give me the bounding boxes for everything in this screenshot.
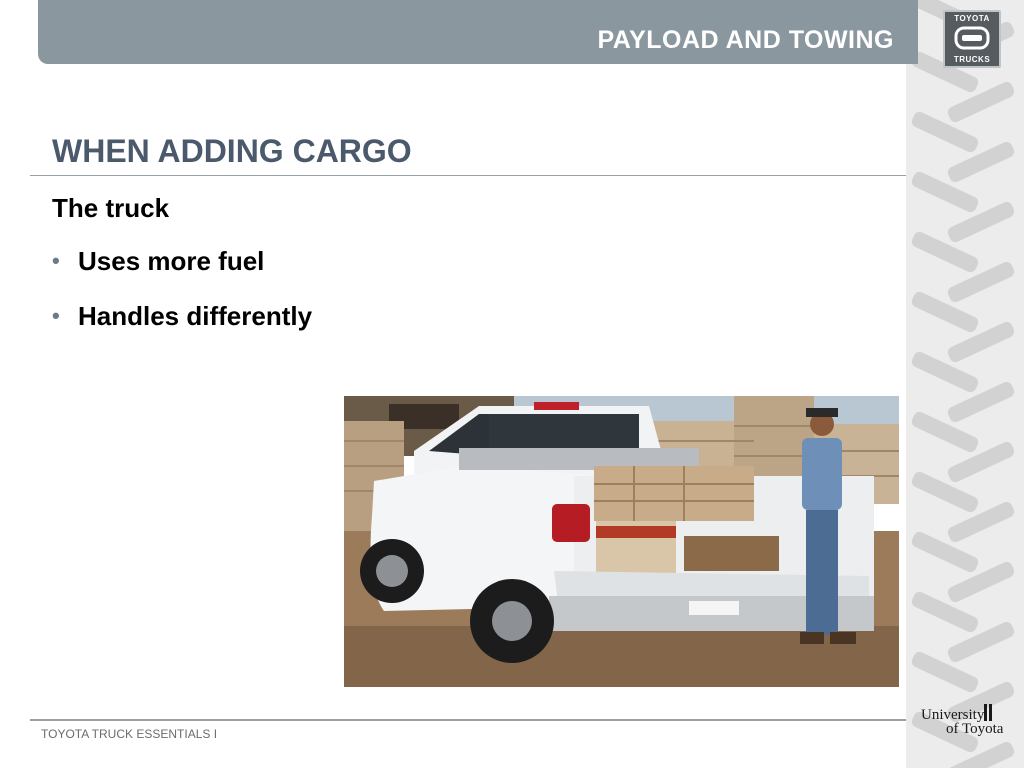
tread-lug — [910, 470, 980, 514]
footer-divider — [30, 719, 906, 721]
brand-line-1: University — [921, 707, 985, 723]
tread-lug — [910, 230, 980, 274]
logo-bottom-text: TRUCKS — [953, 55, 991, 64]
tread-lug — [910, 650, 980, 694]
bullet-text: Uses more fuel — [78, 246, 265, 276]
logo-top-text: TOYOTA — [954, 14, 990, 23]
university-of-toyota-logo — [918, 703, 1010, 743]
bullet-item — [52, 301, 312, 356]
subheading: The truck — [52, 193, 170, 223]
bullet-item — [52, 246, 312, 301]
truck-cargo-photo — [344, 396, 899, 687]
tread-lug — [910, 590, 980, 634]
bullet-list — [52, 246, 312, 356]
logo-bar-icon — [989, 704, 992, 721]
bullet-text: Handles differently — [78, 301, 313, 331]
logo-bar-icon — [984, 704, 987, 721]
tire-tread-decoration — [906, 0, 1024, 768]
section-title: PAYLOAD AND TOWING — [597, 26, 894, 54]
title-divider — [30, 175, 906, 176]
tread-lug — [910, 530, 980, 574]
truck-grille-icon — [954, 25, 990, 53]
tread-lug — [910, 290, 980, 334]
toyota-trucks-logo — [943, 10, 1001, 68]
bullet-icon: • — [52, 303, 60, 328]
footer-course-title: TOYOTA TRUCK ESSENTIALS I — [41, 727, 218, 741]
brand-line-2: of Toyota — [946, 721, 1004, 737]
tread-lug — [910, 410, 980, 454]
page-title: WHEN ADDING CARGO — [52, 133, 412, 169]
tread-lug — [910, 110, 980, 154]
header-bar — [38, 0, 918, 64]
bullet-icon: • — [52, 248, 60, 273]
tread-lug — [910, 170, 980, 214]
tread-lug — [910, 350, 980, 394]
